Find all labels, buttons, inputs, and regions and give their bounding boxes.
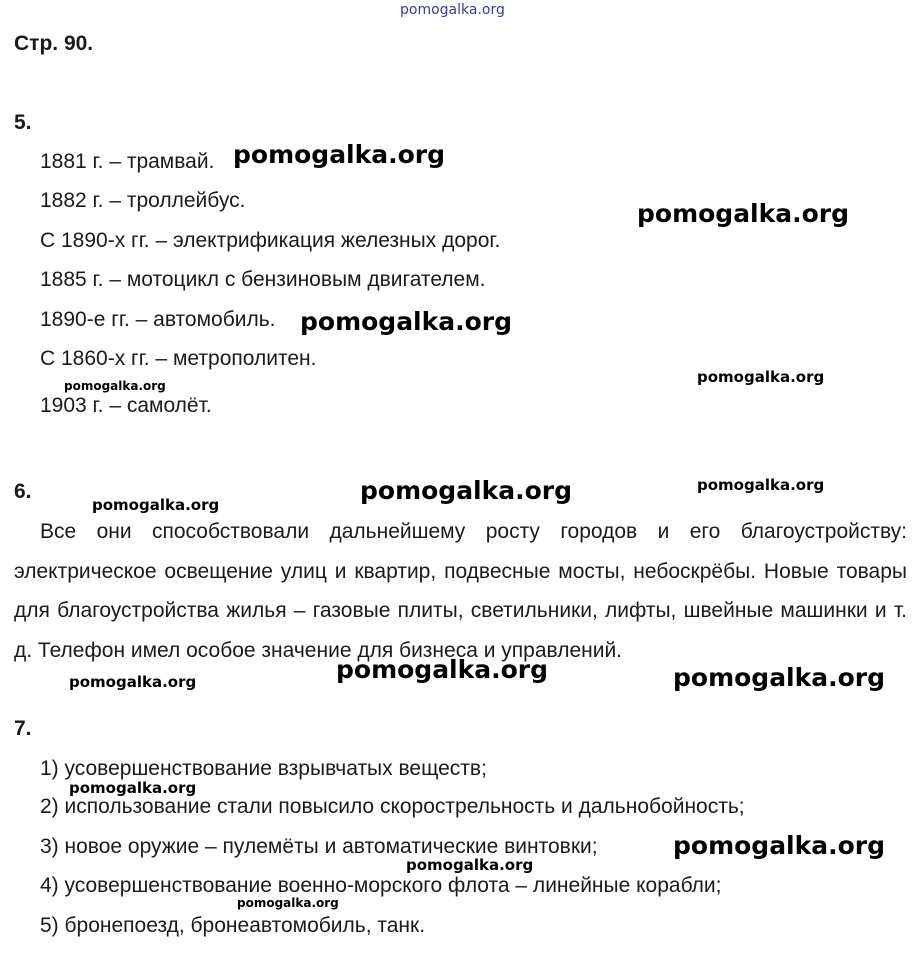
- watermark: pomogalka.org: [697, 368, 825, 386]
- watermark: pomogalka.org: [406, 856, 534, 874]
- watermark: pomogalka.org: [69, 779, 197, 797]
- page-title: Стр. 90.: [14, 32, 94, 55]
- watermark: pomogalka.org: [336, 655, 549, 684]
- watermark: pomogalka.org: [400, 2, 505, 18]
- section-7-item: 5) бронепоезд, бронеавтомобиль, танк.: [40, 914, 426, 937]
- section-5-line: 1881 г. – трамвай.: [40, 150, 215, 173]
- section-5-line: 1882 г. – троллейбус.: [40, 189, 246, 212]
- watermark: pomogalka.org: [300, 307, 513, 336]
- section-5-line: С 1860-х гг. – метрополитен.: [40, 347, 317, 370]
- section-7-number: 7.: [14, 717, 32, 740]
- watermark: pomogalka.org: [697, 476, 825, 494]
- watermark: pomogalka.org: [637, 199, 850, 228]
- section-5-line: 1890-е гг. – автомобиль.: [40, 308, 276, 331]
- section-7-item: 4) усовершенствование военно-морского флота – линейные корабли;: [40, 874, 722, 897]
- section-7-item: 3) новое оружие – пулемёты и автоматические винтовки;: [40, 835, 598, 858]
- section-5-line: 1885 г. – мотоцикл с бензиновым двигателем.: [40, 268, 486, 291]
- section-5-line: 1903 г. – самолёт.: [40, 394, 212, 417]
- watermark: pomogalka.org: [673, 663, 886, 692]
- watermark: pomogalka.org: [64, 379, 166, 393]
- section-6-paragraph: Все они способствовали дальнейшему росту городов и его благоустройству: электрическое освещение улиц и квартир, подвесные мосты, небоскрёбы. Новые товары для благоустройства жилья – газовые плиты, светильники, лифты, швейные машинки и т. д. Телефон имел особое значение для бизнеса и управлений.: [14, 520, 907, 662]
- watermark: pomogalka.org: [69, 673, 197, 691]
- watermark: pomogalka.org: [237, 896, 339, 910]
- section-6-number: 6.: [14, 480, 32, 503]
- watermark: pomogalka.org: [233, 140, 446, 169]
- section-7-item: 1) усовершенствование взрывчатых веществ;: [40, 757, 487, 780]
- section-5-number: 5.: [14, 111, 32, 134]
- section-5-line: С 1890-х гг. – электрификация железных дорог.: [40, 229, 501, 252]
- watermark: pomogalka.org: [360, 476, 573, 505]
- section-7-item: 2) использование стали повысило скорострельность и дальнобойность;: [40, 795, 745, 818]
- watermark: pomogalka.org: [92, 496, 220, 514]
- watermark: pomogalka.org: [673, 831, 886, 860]
